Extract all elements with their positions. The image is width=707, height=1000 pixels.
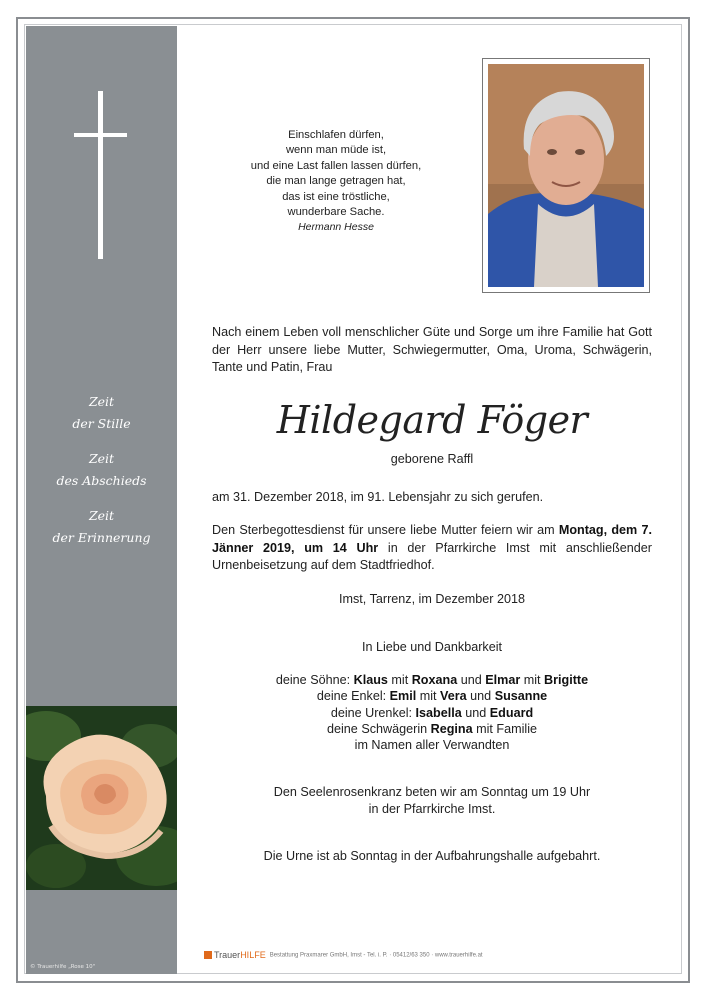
cross-icon bbox=[98, 91, 103, 259]
footer-text: Bestattung Praxmarer GmbH, Imst - Tel. i. P. · 05412/63 350 · www.trauerhilfe.at bbox=[269, 952, 483, 959]
family-grandchildren: deine Enkel: Emil mit Vera und Susanne bbox=[316, 689, 548, 704]
logo-text: TrauerHILFE bbox=[214, 950, 266, 960]
rosary-text bbox=[212, 784, 652, 818]
rose-image bbox=[26, 706, 177, 890]
service-post: in der Pfarrkirche Imst mit anschließender Urnenbeisetzung auf dem Stadtfriedhof. bbox=[212, 540, 652, 572]
family-list bbox=[212, 672, 652, 753]
quote-line: wenn man müde ist, bbox=[285, 144, 387, 157]
family-great-grandchildren: deine Urenkel: Isabella und Eduard bbox=[330, 705, 534, 720]
copyright-note: © Trauerhilfe „Rose 10" bbox=[30, 964, 96, 970]
urn-text: Die Urne ist ab Sonntag in der Aufbahrungshalle aufgebahrt. bbox=[263, 849, 601, 863]
verse-line: Zeit bbox=[88, 451, 115, 466]
footer bbox=[204, 950, 483, 960]
sidebar-verse bbox=[26, 505, 177, 549]
quote-line: das ist eine tröstliche, bbox=[282, 190, 390, 203]
quote-author: Hermann Hesse bbox=[298, 221, 374, 234]
quote-line: Einschlafen dürfen, bbox=[288, 129, 384, 141]
family-sister-in-law: deine Schwägerin Regina mit Familie bbox=[327, 721, 537, 736]
quote-block bbox=[236, 128, 436, 236]
service-text bbox=[212, 522, 652, 575]
verse-line: Zeit bbox=[88, 394, 115, 409]
quote-line: die man lange getragen hat, bbox=[266, 175, 406, 188]
cross-icon-bar bbox=[74, 133, 127, 137]
verse-line: Zeit bbox=[88, 508, 115, 523]
family-sons: deine Söhne: Klaus mit Roxana und Elmar mit Brigitte bbox=[275, 673, 589, 687]
place-date: Imst, Tarrenz, im Dezember 2018 bbox=[339, 592, 525, 606]
logo-icon bbox=[204, 951, 212, 959]
rosary-line: Den Seelenrosenkranz beten wir am Sonntag um 19 Uhr bbox=[273, 785, 591, 799]
service-date: Montag, dem 7. Jänner 2019, um 14 Uhr bbox=[212, 523, 652, 555]
service-pre: Den Sterbegottesdienst für unsere liebe Mutter feiern wir am bbox=[212, 523, 559, 537]
love-line: In Liebe und Dankbarkeit bbox=[361, 640, 503, 654]
rosary-line: in der Pfarrkirche Imst. bbox=[368, 802, 496, 816]
quote-line: und eine Last fallen lassen dürfen, bbox=[250, 159, 422, 172]
sidebar-verse bbox=[26, 448, 177, 492]
family-relatives: im Namen aller Verwandten bbox=[354, 738, 510, 753]
quote-line: wunderbare Sache. bbox=[287, 206, 385, 219]
verse-line: des Abschieds bbox=[56, 473, 147, 488]
intro-text: Nach einem Leben voll menschlicher Güte und Sorge um ihre Familie hat Gott der Herr unsere liebe Mutter, Schwiegermutter, Oma, Uroma, Schwägerin, Tante und Patin, Frau bbox=[212, 325, 652, 374]
maiden-name: geborene Raffl bbox=[390, 452, 474, 466]
verse-line: der Stille bbox=[72, 416, 131, 431]
death-date-text: am 31. Dezember 2018, im 91. Lebensjahr zu sich gerufen. bbox=[212, 490, 544, 504]
verse-line: der Erinnerung bbox=[52, 530, 151, 545]
portrait-photo bbox=[488, 64, 644, 287]
sidebar-verse bbox=[26, 391, 177, 435]
deceased-name: Hildegard Föger bbox=[276, 398, 588, 442]
